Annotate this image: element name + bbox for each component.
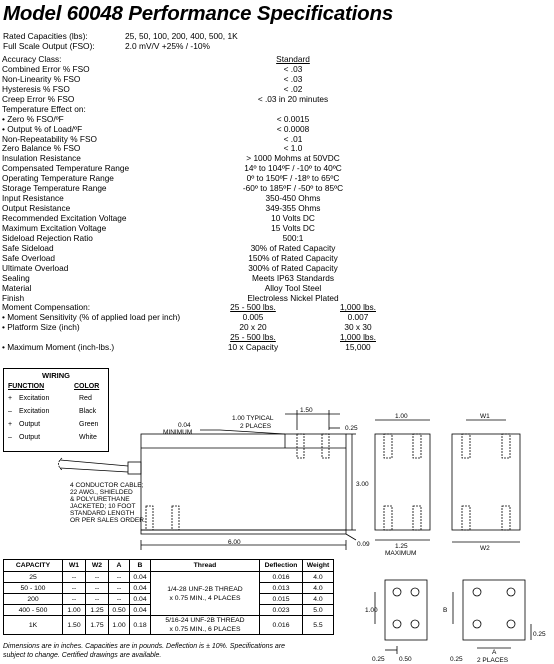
spec-label: Ultimate Overload xyxy=(2,262,69,273)
dim-009: 0.09 xyxy=(357,541,370,548)
cell: -- xyxy=(63,594,86,605)
spec-value: Meets IP63 Standards xyxy=(251,272,335,283)
cell: 0.016 xyxy=(260,616,303,635)
thread-line: 1/4-28 UNF-2B THREAD xyxy=(167,585,243,593)
wiring-color: White xyxy=(79,434,97,441)
cell: -- xyxy=(86,594,109,605)
mounting-hole-views xyxy=(355,562,554,664)
dim-025-d: 0.25 xyxy=(533,631,546,638)
cable-note-line: OR PER SALES ORDER. xyxy=(70,517,146,524)
moment-value-small: 25 - 500 lbs. xyxy=(230,332,276,343)
cell: -- xyxy=(109,583,130,594)
cell: -- xyxy=(86,572,109,583)
spec-label: Accuracy Class: xyxy=(2,54,62,64)
cell: 0.016 xyxy=(260,572,303,583)
table-header-row xyxy=(4,560,334,572)
cell: 0.50 xyxy=(109,605,130,616)
rated-capacities xyxy=(3,31,238,41)
spec-value: < .03 xyxy=(283,63,303,74)
moment-row xyxy=(0,323,554,333)
dim-minimum: MINIMUM xyxy=(163,429,193,436)
cable xyxy=(60,460,128,472)
spec-value: 500:1 xyxy=(282,232,304,243)
full-scale-output xyxy=(3,41,210,51)
dim-600: 6.00 xyxy=(228,539,241,546)
moment-value-large: 1,000 lbs. xyxy=(340,302,376,313)
spec-value: -60º to 185ºF / -50º to 85ºC xyxy=(242,183,344,194)
dim-050: 0.50 xyxy=(399,656,412,663)
dim-100: 1.00 xyxy=(395,413,408,420)
spec-value: Standard xyxy=(276,54,310,64)
dim-w1: W1 xyxy=(480,413,490,420)
wiring-sign: – xyxy=(8,408,12,415)
spec-label: Non-Repeatability % FSO xyxy=(2,133,97,144)
spec-value: 15 Volts DC xyxy=(271,222,315,233)
moment-value-small: 20 x 20 xyxy=(239,322,267,333)
dim-w2: W2 xyxy=(480,545,490,552)
col-w2: W2 xyxy=(86,560,109,572)
thread-line: x 0.75 MIN., 4 PLACES xyxy=(169,594,241,602)
cell: 4.0 xyxy=(303,572,334,583)
dim-b: B xyxy=(443,607,448,614)
cable-note-line: STANDARD LENGTH xyxy=(70,510,135,517)
full-scale-output-value: 2.0 mV/V +25% / -10% xyxy=(125,41,210,51)
spec-row xyxy=(0,125,554,135)
dim-025: 0.25 xyxy=(345,425,358,432)
spec-label: Compensated Temperature Range xyxy=(2,163,130,174)
footnote-line: subject to change. Certified drawings are available. xyxy=(3,652,162,659)
cell: 1.50 xyxy=(63,616,86,635)
spec-label: Material xyxy=(2,282,32,293)
col-weight: Weight xyxy=(303,560,334,572)
moment-value-large: 0.007 xyxy=(347,312,369,323)
cell: 200 xyxy=(4,594,63,605)
wiring-sign: – xyxy=(8,434,12,441)
spec-value: 300% of Rated Capacity xyxy=(248,262,338,273)
spec-row xyxy=(0,135,554,145)
cell: 0.023 xyxy=(260,605,303,616)
cell: 5.0 xyxy=(303,605,334,616)
page-title: Model 60048 Performance Specifications xyxy=(3,2,394,25)
spec-row xyxy=(0,65,554,75)
spec-row xyxy=(0,284,554,294)
moment-label: • Moment Sensitivity (% of applied load per inch) xyxy=(2,312,181,323)
cell: 1.75 xyxy=(86,616,109,635)
col-w1: W1 xyxy=(63,560,86,572)
spec-row xyxy=(0,75,554,85)
dim-a: A xyxy=(492,649,497,656)
wiring-title: WIRING xyxy=(42,371,70,380)
dim-004: 0.04 xyxy=(178,422,191,429)
dim-025-c: 0.25 xyxy=(450,656,463,663)
spec-value: 0º to 150ºF / -18º to 65ºC xyxy=(246,173,340,184)
dim-2-places: 2 PLACES xyxy=(240,423,272,430)
spec-value: < .01 xyxy=(283,133,303,144)
cell: 0.04 xyxy=(130,594,151,605)
cell: 25 xyxy=(4,572,63,583)
moment-value-large: 15,000 xyxy=(345,342,371,353)
spec-label: Safe Sideload xyxy=(2,242,54,253)
col-deflection: Deflection xyxy=(260,560,303,572)
spec-value: > 1000 Mohms at 50VDC xyxy=(246,153,340,164)
dim-100-b: 1.00 xyxy=(365,607,378,614)
cell: -- xyxy=(63,583,86,594)
dim-025-b: 0.25 xyxy=(372,656,385,663)
table-row xyxy=(4,616,334,635)
wiring-function: Excitation xyxy=(19,408,50,415)
thread-cell-b xyxy=(151,616,260,635)
spec-value: < 0.0015 xyxy=(276,113,310,124)
moment-row xyxy=(0,313,554,323)
wiring-sign: + xyxy=(8,395,13,402)
cell: 0.04 xyxy=(130,605,151,616)
cell: 4.0 xyxy=(303,583,334,594)
dim-2-places-b: 2 PLACES xyxy=(477,657,509,664)
cell: 1K xyxy=(4,616,63,635)
footnote-line: Dimensions are in inches. Capacities are in pounds. Deflection is ± 10%. Specifications are xyxy=(3,643,286,650)
wiring-function: Excitation xyxy=(19,395,50,402)
cell: 4.0 xyxy=(303,594,334,605)
wiring-function-header: FUNCTION xyxy=(8,383,45,390)
spec-label: Input Resistance xyxy=(2,193,64,204)
dim-150: 1.50 xyxy=(300,407,313,414)
spec-value: 14º to 104ºF / -10º to 40ºC xyxy=(244,163,342,174)
cable-note-line: 4 CONDUCTOR CABLE; xyxy=(70,482,144,489)
thread-line: x 0.75 MIN., 6 PLACES xyxy=(169,626,241,633)
spec-label: Safe Overload xyxy=(2,252,56,263)
spec-list xyxy=(0,55,554,353)
spec-value: < 1.0 xyxy=(283,143,303,154)
moment-value-large: 30 x 30 xyxy=(344,322,372,333)
spec-label: Maximum Excitation Voltage xyxy=(2,222,107,233)
spec-label: Non-Linearity % FSO xyxy=(2,73,81,84)
spec-label: Temperature Effect on: xyxy=(2,103,86,114)
spec-label: Combined Error % FSO xyxy=(2,63,90,74)
wiring-sign: + xyxy=(8,421,13,428)
moment-label: • Platform Size (inch) xyxy=(2,322,80,333)
cell: 400 - 500 xyxy=(4,605,63,616)
spec-label: Storage Temperature Range xyxy=(2,183,107,194)
spec-label: • Zero % FSO/ºF xyxy=(2,113,64,124)
moment-value-small: 10 x Capacity xyxy=(227,342,279,353)
cell: 1.00 xyxy=(63,605,86,616)
spec-label: Output Resistance xyxy=(2,203,71,214)
cell: -- xyxy=(86,583,109,594)
cell: 0.04 xyxy=(130,572,151,583)
spec-label: • Output % of Load/ºF xyxy=(2,123,83,134)
wiring-color-header: COLOR xyxy=(74,383,100,390)
cell: -- xyxy=(109,572,130,583)
spec-value: 150% of Rated Capacity xyxy=(248,252,338,263)
cell: 0.015 xyxy=(260,594,303,605)
moment-value-large: 1,000 lbs. xyxy=(340,332,376,343)
wiring-function: Output xyxy=(19,421,41,428)
cell: -- xyxy=(109,594,130,605)
spec-value: < .03 xyxy=(283,73,303,84)
spec-label: Hysteresis % FSO xyxy=(2,83,70,94)
cell: 0.013 xyxy=(260,583,303,594)
spec-value: 349-355 Ohms xyxy=(265,203,321,214)
dim-300: 3.00 xyxy=(356,481,369,488)
cable-note-line: & POLYURETHANE xyxy=(70,496,130,503)
cell: 0.18 xyxy=(130,616,151,635)
dim-100-typical: 1.00 TYPICAL xyxy=(232,415,274,422)
col-b: B xyxy=(130,560,151,572)
table-row xyxy=(4,572,334,583)
cell: 50 - 100 xyxy=(4,583,63,594)
thread-cell-a xyxy=(151,572,260,616)
moment-row xyxy=(0,343,554,353)
cell: -- xyxy=(63,572,86,583)
full-scale-output-label: Full Scale Output (FSO): xyxy=(3,41,95,51)
spec-value: 10 Volts DC xyxy=(271,213,315,223)
capacity-table xyxy=(3,559,334,635)
spec-value: 30% of Rated Capacity xyxy=(250,242,336,253)
cell: 5.5 xyxy=(303,616,334,635)
spec-label: Sideload Rejection Ratio xyxy=(2,232,93,243)
spec-value: < .02 xyxy=(283,83,303,94)
spec-label: Operating Temperature Range xyxy=(2,173,114,184)
moment-value-small: 25 - 500 lbs. xyxy=(230,302,276,313)
wiring-color: Red xyxy=(79,395,92,402)
col-capacity: CAPACITY xyxy=(4,560,63,572)
thread-line: 5/16-24 UNF-2B THREAD xyxy=(165,617,245,624)
cell: 0.04 xyxy=(130,583,151,594)
spec-label: Sealing xyxy=(2,272,30,283)
moment-value-small: 0.005 xyxy=(242,312,264,323)
spec-label: Finish xyxy=(2,292,25,303)
spec-value: < 0.0008 xyxy=(276,123,310,134)
spec-label: Recommended Excitation Voltage xyxy=(2,213,127,223)
technical-drawing xyxy=(0,400,554,560)
moment-label: Moment Compensation: xyxy=(2,302,91,313)
spec-value: < .03 in 20 minutes xyxy=(257,93,329,104)
spec-label: Insulation Resistance xyxy=(2,153,81,164)
col-thread: Thread xyxy=(151,560,260,572)
spec-value: Alloy Tool Steel xyxy=(264,282,322,293)
moment-label: • Maximum Moment (inch-lbs.) xyxy=(2,342,115,353)
cell: 1.00 xyxy=(109,616,130,635)
col-a: A xyxy=(109,560,130,572)
wiring-color: Black xyxy=(79,408,97,415)
cable-note-line: JACKETED; 10 FOOT xyxy=(70,503,136,510)
dim-maximum: MAXIMUM xyxy=(385,550,417,557)
spec-value: Electroless Nickel Plated xyxy=(247,292,339,303)
spec-label: Zero Balance % FSO xyxy=(2,143,81,154)
wiring-color: Green xyxy=(79,421,99,428)
spec-label: Creep Error % FSO xyxy=(2,93,75,104)
spec-value: 350-450 Ohms xyxy=(265,193,321,204)
load-cell-end-view xyxy=(375,434,430,530)
rated-capacities-label: Rated Capacities (lbs): xyxy=(3,31,88,41)
rated-capacities-value: 25, 50, 100, 200, 400, 500, 1K xyxy=(125,31,238,41)
cable-note-line: 22 AWG., SHIELDED xyxy=(70,489,133,496)
cell: 1.25 xyxy=(86,605,109,616)
dim-125: 1.25 xyxy=(395,543,408,550)
wiring-function: Output xyxy=(19,434,41,441)
